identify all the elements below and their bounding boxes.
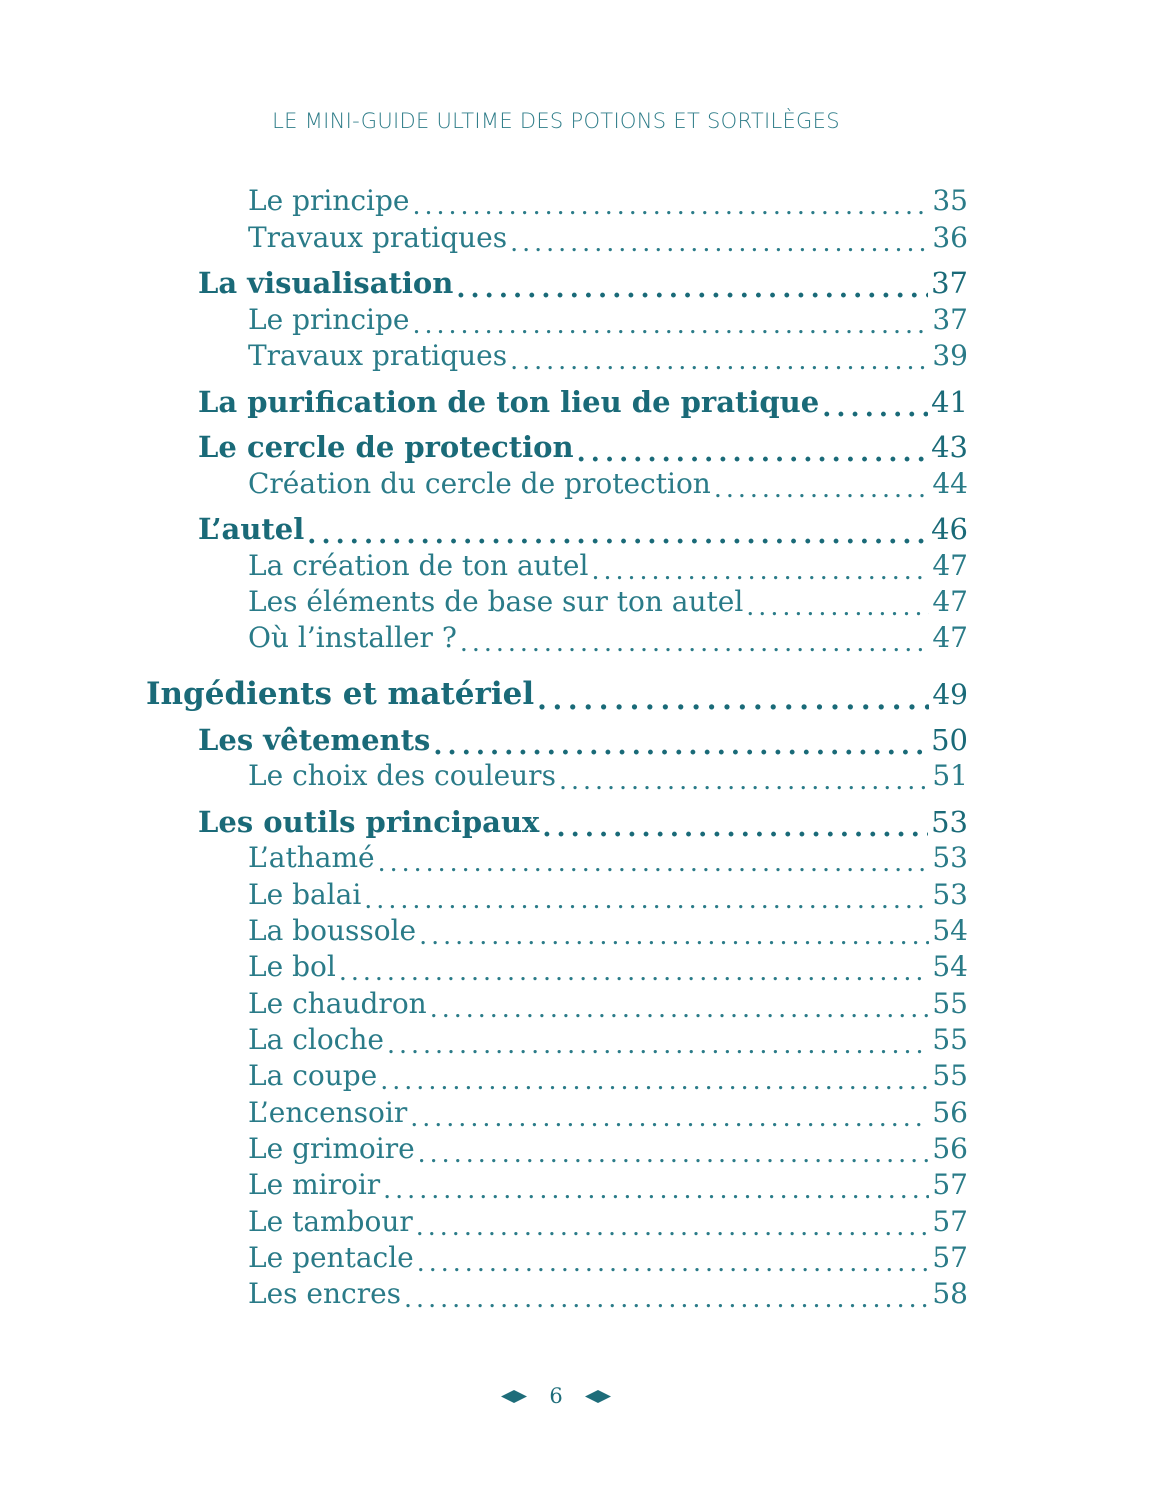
dot-leader	[591, 558, 929, 586]
toc-entry-page-number: 35	[932, 184, 968, 217]
toc-entry	[248, 339, 968, 372]
dot-leader	[510, 348, 929, 376]
toc-entry-title: La coupe	[248, 1059, 378, 1092]
toc-entry	[248, 549, 968, 582]
toc-entry	[248, 184, 968, 217]
toc-entry-page-number: 55	[932, 987, 968, 1020]
toc-entry	[198, 805, 968, 840]
dot-leader	[378, 850, 930, 878]
toc-entry-page-number: 47	[932, 585, 968, 618]
toc-entry	[248, 1168, 968, 1201]
toc-entry	[198, 430, 968, 465]
dot-leader	[404, 1286, 929, 1314]
toc-entry-title: La boussole	[248, 914, 417, 947]
dot-leader	[456, 276, 928, 305]
toc-entry-page-number: 53	[931, 805, 968, 839]
toc-entry	[248, 841, 968, 874]
dot-leader	[413, 193, 930, 221]
dot-leader	[418, 1141, 930, 1169]
toc-entry-title: Les éléments de base sur ton autel	[248, 585, 744, 618]
dot-leader	[559, 768, 929, 796]
page-footer	[0, 1384, 1112, 1408]
toc-entry-title: Le miroir	[248, 1168, 381, 1201]
toc-entry-page-number: 57	[932, 1168, 968, 1201]
toc-entry	[248, 1059, 968, 1092]
toc-entry-title: Où l’installer ?	[248, 621, 457, 654]
toc-entry	[248, 303, 968, 336]
toc-entry-title: Travaux pratiques	[248, 339, 508, 372]
toc-entry-page-number: 56	[932, 1132, 968, 1165]
toc-entry-title: Le balai	[248, 878, 362, 911]
toc-entry-page-number: 50	[931, 723, 968, 757]
toc-entry-page-number: 54	[932, 914, 968, 947]
toc-entry	[146, 676, 968, 712]
toc-entry-title: Le choix des couleurs	[248, 759, 556, 792]
dot-leader	[430, 996, 930, 1024]
toc-entry	[248, 621, 968, 654]
toc-entry-page-number: 55	[932, 1059, 968, 1092]
toc-entry-page-number: 58	[932, 1277, 968, 1310]
toc-entry-title: La création de ton autel	[248, 549, 589, 582]
toc-entry-title: L’encensoir	[248, 1096, 408, 1129]
toc-entry-title: Le tambour	[248, 1205, 413, 1238]
toc-entry-page-number: 49	[932, 678, 968, 711]
toc-entry-title: Les outils principaux	[198, 805, 540, 839]
toc-entry-page-number: 56	[932, 1096, 968, 1129]
toc-entry-title: Le grimoire	[248, 1132, 415, 1165]
dot-leader	[419, 923, 929, 951]
dot-leader	[307, 522, 928, 551]
toc-entry-title: L’autel	[198, 512, 305, 546]
dot-leader	[413, 312, 930, 340]
toc-entry-page-number: 36	[932, 221, 968, 254]
dot-leader	[417, 1250, 930, 1278]
toc-entry-title: Les vêtements	[198, 723, 431, 757]
toc-entry	[248, 987, 968, 1020]
toc-entry-page-number: 46	[931, 512, 968, 546]
toc-entry	[248, 1241, 968, 1274]
toc-entry-title: Le bol	[248, 950, 336, 983]
dot-leader	[510, 230, 929, 258]
dot-leader	[383, 1177, 929, 1205]
toc-entry-title: Les encres	[248, 1277, 402, 1310]
toc-entry-title: L’athamé	[248, 841, 375, 874]
toc-entry-page-number: 53	[932, 878, 968, 911]
toc-entry-title: Ingédients et matériel	[146, 676, 535, 712]
toc-entry-title: Le chaudron	[248, 987, 427, 1020]
toc-entry-title: Le cercle de protection	[198, 430, 574, 464]
dot-leader	[387, 1032, 929, 1060]
toc-entry-page-number: 37	[931, 266, 968, 300]
toc-entry-page-number: 47	[932, 621, 968, 654]
dot-leader	[410, 1105, 929, 1133]
toc-entry-page-number: 55	[932, 1023, 968, 1056]
page-number: 6	[549, 1384, 563, 1408]
dot-leader	[714, 476, 930, 504]
toc-entry-title: La purification de ton lieu de pratique	[198, 385, 820, 419]
left-diamond-ornament-icon	[501, 1390, 527, 1403]
toc-entry	[248, 585, 968, 618]
toc-entry-page-number: 54	[932, 950, 968, 983]
toc-entry-page-number: 39	[932, 339, 968, 372]
dot-leader	[542, 815, 928, 844]
right-diamond-ornament-icon	[585, 1390, 611, 1403]
toc-entry-page-number: 37	[932, 303, 968, 336]
toc-entry-page-number: 41	[931, 385, 968, 419]
toc-entry-title: Le principe	[248, 184, 410, 217]
toc-entry	[248, 914, 968, 947]
toc-entry-page-number: 57	[932, 1205, 968, 1238]
dot-leader	[577, 440, 928, 469]
toc-entry	[248, 759, 968, 792]
toc-entry	[198, 512, 968, 547]
dot-leader	[433, 733, 928, 762]
toc-entry-title: Création du cercle de protection	[248, 467, 711, 500]
running-header: LE MINI-GUIDE ULTIME DES POTIONS ET SORTILÈGES	[272, 109, 840, 133]
toc-entry	[248, 221, 968, 254]
toc-entry	[248, 467, 968, 500]
toc-entry-page-number: 47	[932, 549, 968, 582]
toc-entry-title: Le principe	[248, 303, 410, 336]
toc-entry	[248, 1132, 968, 1165]
toc-entry-page-number: 43	[931, 430, 968, 464]
toc-entry	[248, 950, 968, 983]
dot-leader	[746, 594, 929, 622]
toc-entry	[248, 1023, 968, 1056]
toc-entry	[198, 385, 968, 420]
dot-leader	[364, 887, 929, 915]
toc-entry-title: La visualisation	[198, 266, 454, 300]
toc-entry	[248, 1096, 968, 1129]
toc-entry	[198, 266, 968, 301]
dot-leader	[416, 1214, 930, 1242]
toc-entry	[248, 1277, 968, 1310]
toc-entry-page-number: 57	[932, 1241, 968, 1274]
toc-entry	[198, 723, 968, 758]
toc-entry-title: La cloche	[248, 1023, 384, 1056]
dot-leader	[460, 630, 930, 658]
toc-entry	[248, 878, 968, 911]
dot-leader	[339, 959, 930, 987]
dot-leader	[537, 686, 929, 717]
toc-entry-page-number: 44	[932, 467, 968, 500]
toc-entry	[248, 1205, 968, 1238]
toc-entry-title: Travaux pratiques	[248, 221, 508, 254]
dot-leader	[380, 1068, 929, 1096]
toc-entry-page-number: 51	[932, 759, 968, 792]
toc-entry-page-number: 53	[932, 841, 968, 874]
dot-leader	[822, 395, 928, 424]
toc-entry-title: Le pentacle	[248, 1241, 414, 1274]
